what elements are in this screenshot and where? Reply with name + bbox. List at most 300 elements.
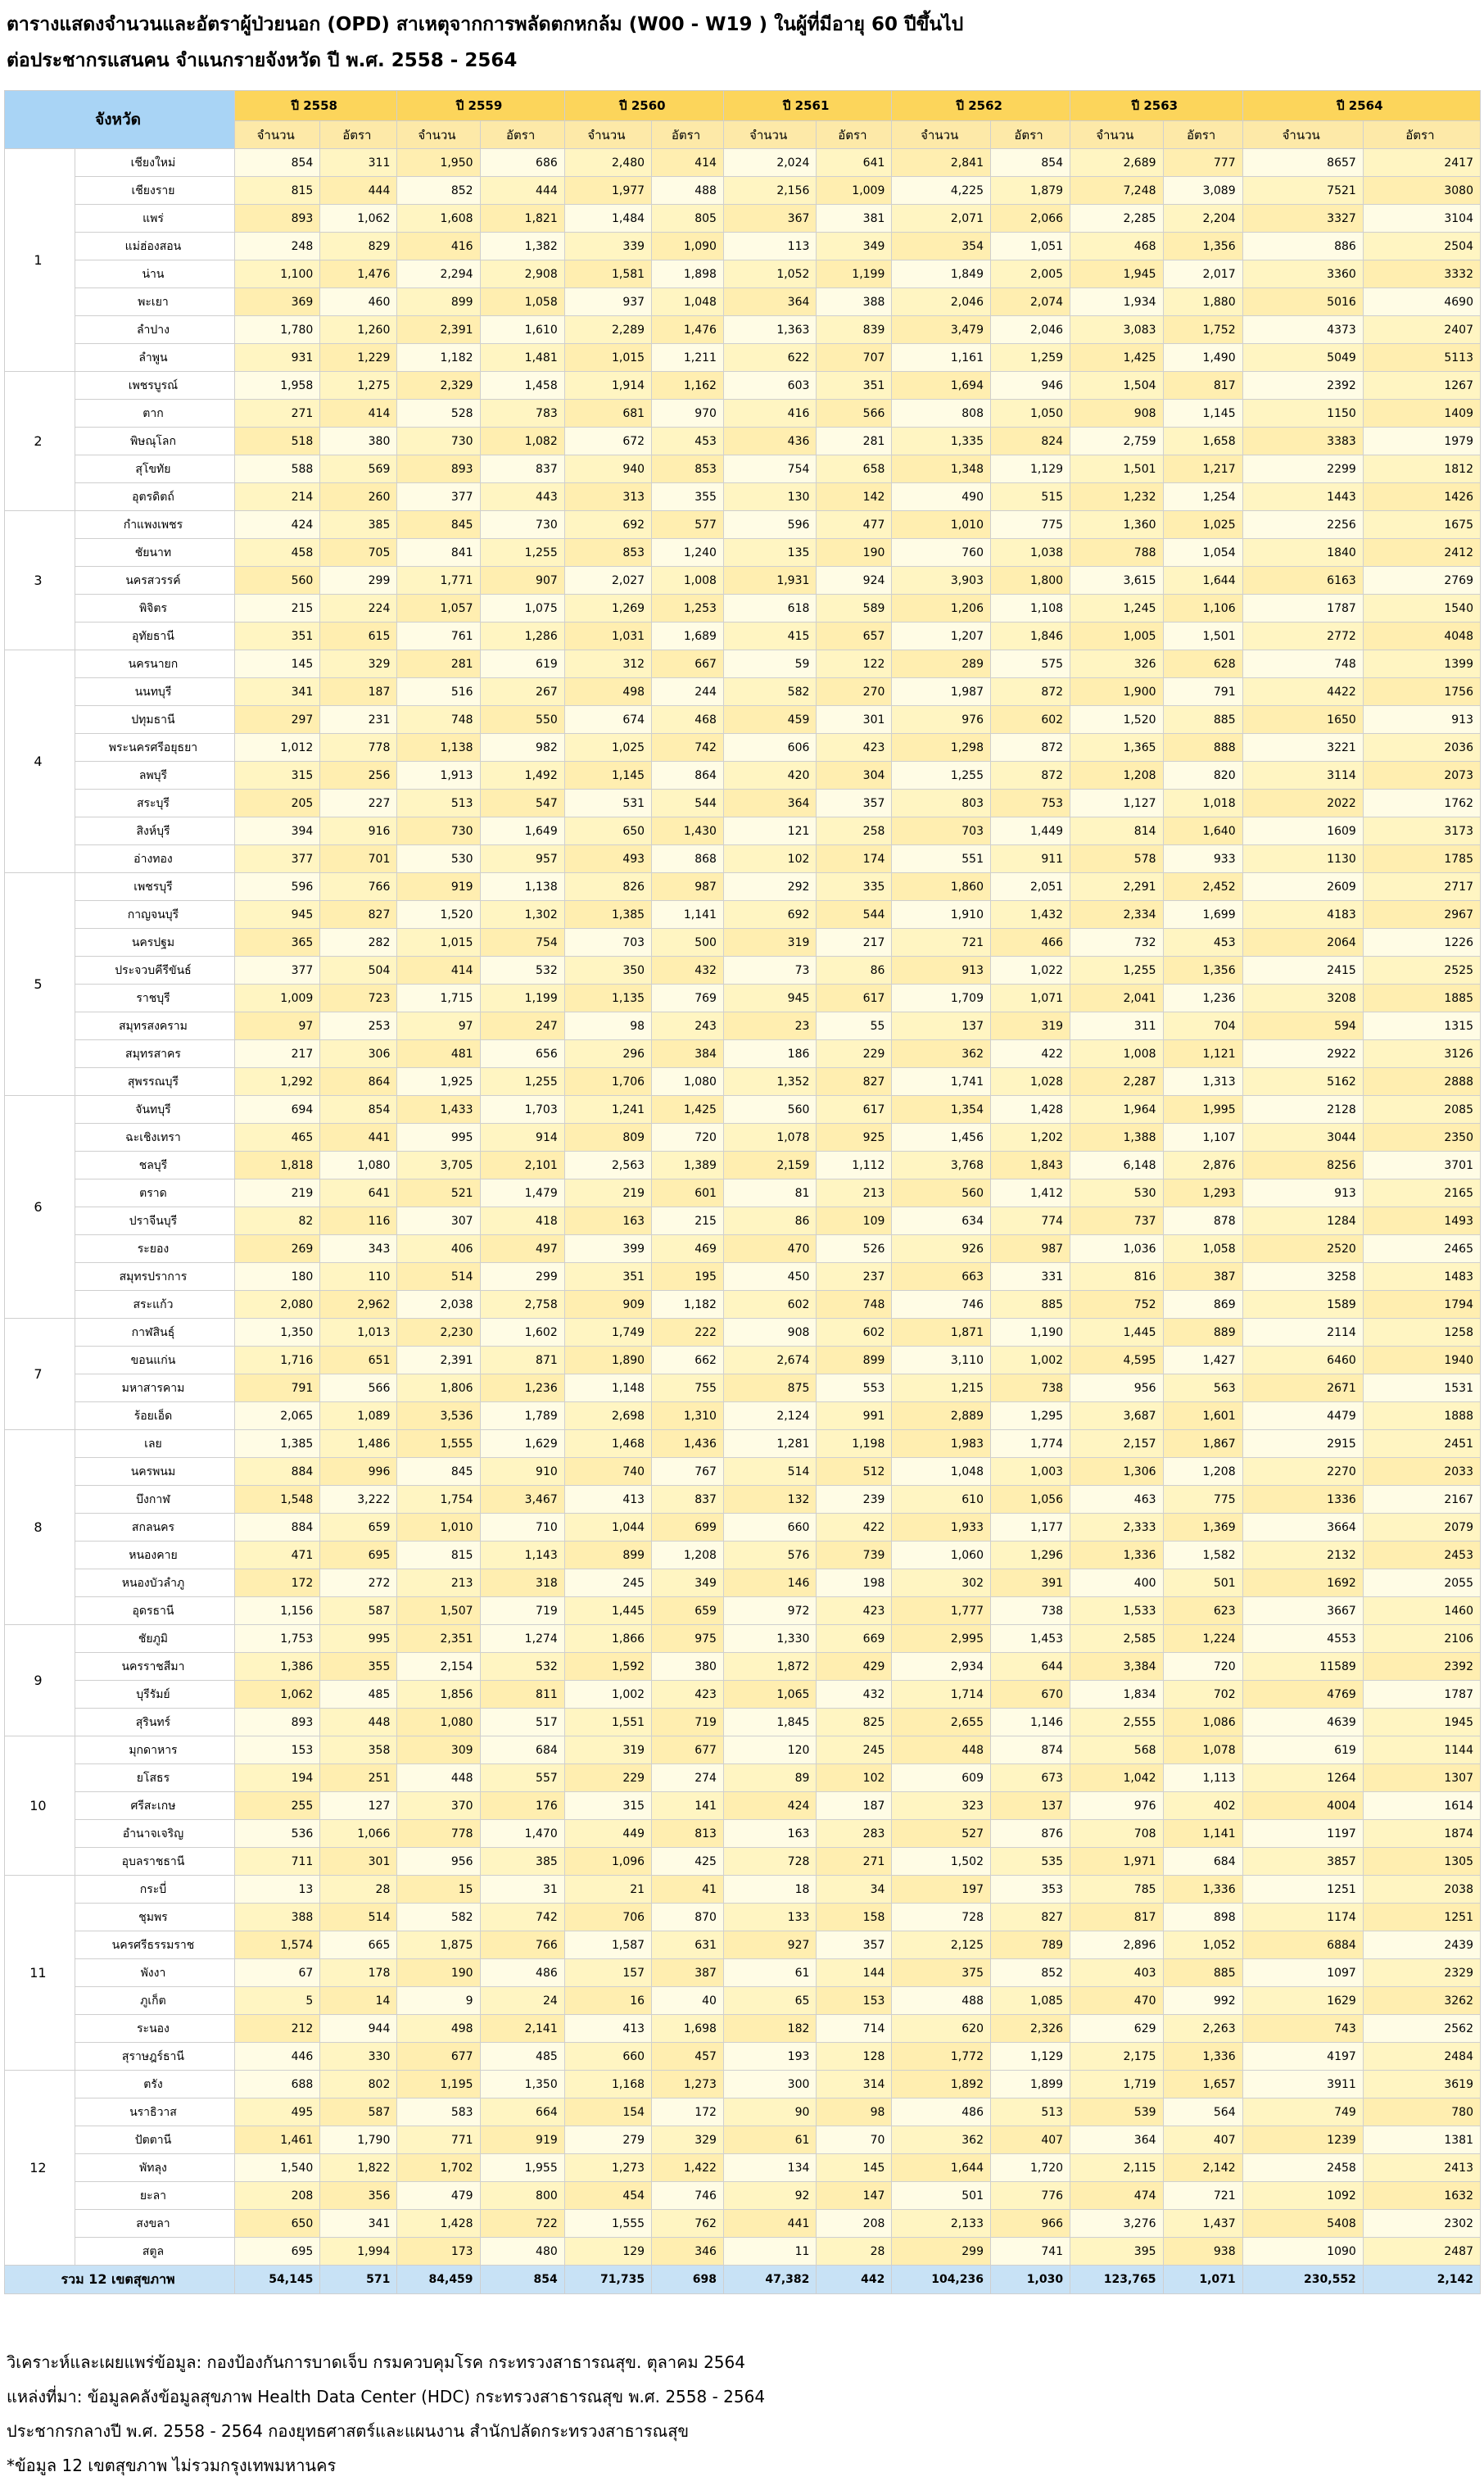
count-cell: 1,044 [564,1514,651,1542]
rate-cell: 1,066 [320,1820,397,1848]
rate-cell: 1,336 [1163,2043,1242,2071]
count-cell: 97 [235,1012,320,1040]
count-cell: 2,065 [235,1402,320,1430]
count-cell: 1,933 [892,1514,991,1542]
table-row [5,1124,1481,1152]
rate-cell: 512 [817,1458,892,1486]
table-row [5,1848,1481,1876]
rate-cell: 304 [817,762,892,790]
rate-cell: 1,428 [990,1096,1070,1124]
count-cell: 1,714 [892,1681,991,1709]
rate-cell: 970 [652,400,724,428]
count-cell: 3857 [1242,1848,1363,1876]
count-cell: 1,255 [892,762,991,790]
rate-cell: 335 [817,873,892,901]
count-cell: 5162 [1242,1068,1363,1096]
rate-cell: 349 [652,1569,724,1597]
rate-cell: 24 [480,1987,564,2015]
count-cell: 1092 [1242,2182,1363,2210]
count-cell: 212 [235,2015,320,2043]
rate-cell: 244 [652,678,724,706]
count-cell: 854 [235,149,320,177]
rate-cell: 407 [990,2126,1070,2154]
rate-cell: 667 [652,650,724,678]
rate-cell: 615 [320,623,397,650]
total-count-cell: 84,459 [397,2266,480,2294]
count-cell: 1150 [1242,400,1363,428]
rate-cell: 3080 [1363,177,1480,205]
count-cell: 516 [397,678,480,706]
table-row [5,873,1481,901]
count-cell: 1,502 [892,1848,991,1876]
rate-cell: 3619 [1363,2071,1480,2098]
rate-cell: 444 [480,177,564,205]
rate-cell: 429 [817,1653,892,1681]
rate-header: อัตรา [990,121,1070,149]
count-cell: 1090 [1242,2238,1363,2266]
rate-cell: 1,649 [480,817,564,845]
rate-cell: 331 [990,1263,1070,1291]
count-cell: 134 [723,2154,816,2182]
count-cell: 6163 [1242,567,1363,595]
rate-cell: 1,048 [652,288,724,316]
province-name: ยะลา [75,2182,234,2210]
count-cell: 365 [235,929,320,957]
rate-cell: 1,113 [1163,1764,1242,1792]
rate-cell: 1381 [1363,2126,1480,2154]
count-cell: 2458 [1242,2154,1363,2182]
rate-cell: 874 [990,1736,1070,1764]
rate-cell: 2,758 [480,1291,564,1319]
rate-cell: 563 [1163,1374,1242,1402]
count-cell: 761 [397,623,480,650]
rate-cell: 1,425 [652,1096,724,1124]
count-cell: 362 [892,2126,991,2154]
rate-cell: 1,002 [990,1347,1070,1374]
count-cell: 61 [723,2126,816,2154]
table-row [5,511,1481,539]
count-cell: 3,276 [1070,2210,1163,2238]
province-name: เชียงใหม่ [75,149,234,177]
table-row [5,1569,1481,1597]
count-cell: 7,248 [1070,177,1163,205]
table-row [5,2098,1481,2126]
rate-cell: 553 [817,1374,892,1402]
rate-cell: 1540 [1363,595,1480,623]
rate-cell: 2465 [1363,1235,1480,1263]
count-cell: 2922 [1242,1040,1363,1068]
count-cell: 748 [397,706,480,734]
rate-cell: 1,629 [480,1430,564,1458]
rate-cell: 673 [990,1764,1070,1792]
count-cell: 703 [892,817,991,845]
rate-cell: 1,821 [480,205,564,233]
rate-cell: 1632 [1363,2182,1480,2210]
rate-cell: 686 [480,149,564,177]
count-cell: 1,060 [892,1542,991,1569]
count-cell: 182 [723,2015,816,2043]
rate-cell: 423 [652,1681,724,1709]
rate-cell: 899 [817,1347,892,1374]
count-cell: 5016 [1242,288,1363,316]
count-cell: 470 [723,1235,816,1263]
rate-cell: 222 [652,1319,724,1347]
count-cell: 1,207 [892,623,991,650]
count-cell: 660 [564,2043,651,2071]
table-row [5,1179,1481,1207]
count-cell: 1,890 [564,1347,651,1374]
rate-cell: 532 [480,957,564,985]
rate-cell: 1,198 [817,1430,892,1458]
count-cell: 163 [723,1820,816,1848]
rate-cell: 619 [480,650,564,678]
total-count-cell: 230,552 [1242,2266,1363,2294]
table-row [5,1207,1481,1235]
count-header: จำนวน [235,121,320,149]
count-cell: 663 [892,1263,991,1291]
rate-cell: 805 [652,205,724,233]
rate-cell: 1,141 [1163,1820,1242,1848]
table-row [5,1876,1481,1904]
count-cell: 518 [235,428,320,455]
count-cell: 350 [564,957,651,985]
rate-cell: 2167 [1363,1486,1480,1514]
rate-cell: 987 [652,873,724,901]
rate-cell: 827 [320,901,397,929]
rate-cell: 876 [990,1820,1070,1848]
count-cell: 495 [235,2098,320,2126]
count-cell: 1,484 [564,205,651,233]
count-cell: 815 [397,1542,480,1569]
rate-cell: 1315 [1363,1012,1480,1040]
rate-cell: 780 [1363,2098,1480,2126]
rate-cell: 1531 [1363,1374,1480,1402]
count-cell: 1264 [1242,1764,1363,1792]
rate-cell: 137 [990,1792,1070,1820]
count-cell: 1097 [1242,1959,1363,1987]
rate-cell: 2,263 [1163,2015,1242,2043]
rate-cell: 1,880 [1163,288,1242,316]
rate-cell: 2,141 [480,2015,564,2043]
count-cell: 672 [564,428,651,455]
count-cell: 908 [1070,400,1163,428]
rate-cell: 1,217 [1163,455,1242,483]
rate-cell: 1,121 [1163,1040,1242,1068]
count-cell: 2609 [1242,873,1363,901]
table-row [5,316,1481,344]
rate-cell: 40 [652,1987,724,2015]
rate-cell: 577 [652,511,724,539]
rate-cell: 480 [480,2238,564,2266]
count-cell: 594 [1242,1012,1363,1040]
count-cell: 588 [235,455,320,483]
count-cell: 730 [397,817,480,845]
count-cell: 465 [235,1124,320,1152]
count-cell: 3114 [1242,762,1363,790]
rate-cell: 1,867 [1163,1430,1242,1458]
rate-cell: 924 [817,567,892,595]
count-cell: 1,385 [235,1430,320,1458]
rate-cell: 1,412 [990,1179,1070,1207]
count-cell: 67 [235,1959,320,1987]
table-row [5,901,1481,929]
count-cell: 1,772 [892,2043,991,2071]
rate-cell: 251 [320,1764,397,1792]
table-row [5,1736,1481,1764]
rate-cell: 457 [652,2043,724,2071]
table-row [5,1904,1481,1931]
total-rate-cell: 442 [817,2266,892,2294]
count-cell: 2,080 [235,1291,320,1319]
rate-cell: 1,199 [817,260,892,288]
rate-cell: 384 [652,1040,724,1068]
count-cell: 568 [1070,1736,1163,1764]
province-name: แพร่ [75,205,234,233]
rate-cell: 544 [652,790,724,817]
table-row [5,344,1481,372]
rate-cell: 353 [990,1876,1070,1904]
rate-cell: 1,389 [652,1152,724,1179]
table-header [5,91,1481,149]
province-name: กาฬสินธุ์ [75,1319,234,1347]
count-cell: 2,046 [892,288,991,316]
rate-cell: 1,236 [480,1374,564,1402]
count-cell: 197 [892,1876,991,1904]
rate-cell: 1,658 [1163,428,1242,455]
rate-cell: 916 [320,817,397,845]
rate-cell: 2085 [1363,1096,1480,1124]
rate-header: อัตรา [320,121,397,149]
count-cell: 1,352 [723,1068,816,1096]
count-cell: 530 [397,845,480,873]
count-cell: 490 [892,483,991,511]
count-cell: 11589 [1242,1653,1363,1681]
count-cell: 926 [892,1235,991,1263]
count-cell: 528 [397,400,480,428]
count-cell: 1,694 [892,372,991,400]
rate-cell: 2,452 [1163,873,1242,901]
rate-cell: 1,162 [652,372,724,400]
rate-cell: 2453 [1363,1542,1480,1569]
rate-cell: 659 [320,1514,397,1542]
rate-cell: 98 [817,2098,892,2126]
total-count-cell: 54,145 [235,2266,320,2294]
rate-cell: 628 [1163,650,1242,678]
province-name: ร้อยเอ็ด [75,1402,234,1430]
count-cell: 2,329 [397,372,480,400]
count-cell: 474 [1070,2182,1163,2210]
rate-cell: 517 [480,1709,564,1736]
total-count-cell: 123,765 [1070,2266,1163,2294]
count-cell: 1,971 [1070,1848,1163,1876]
count-cell: 4769 [1242,1681,1363,1709]
province-name: นครสวรรค์ [75,567,234,595]
province-name: นครปฐม [75,929,234,957]
rate-cell: 1,058 [1163,1235,1242,1263]
rate-cell: 817 [1163,372,1242,400]
count-cell: 809 [564,1124,651,1152]
rate-cell: 870 [652,1904,724,1931]
rate-cell: 2967 [1363,901,1480,929]
rate-cell: 2413 [1363,2154,1480,2182]
rate-cell: 662 [652,1347,724,1374]
rate-header: อัตรา [1363,121,1480,149]
rate-cell: 1,236 [1163,985,1242,1012]
count-cell: 1,365 [1070,734,1163,762]
province-name: สระแก้ว [75,1291,234,1319]
count-cell: 5 [235,1987,320,2015]
count-cell: 737 [1070,1207,1163,1235]
rate-cell: 2439 [1363,1931,1480,1959]
rate-cell: 982 [480,734,564,762]
count-cell: 8657 [1242,149,1363,177]
rate-cell: 872 [990,678,1070,706]
table-row [5,1068,1481,1096]
rate-cell: 1,075 [480,595,564,623]
table-row [5,650,1481,678]
rate-cell: 453 [652,428,724,455]
rate-cell: 1,008 [652,567,724,595]
count-cell: 1,834 [1070,1681,1163,1709]
count-cell: 927 [723,1931,816,1959]
count-cell: 2,038 [397,1291,480,1319]
count-cell: 59 [723,650,816,678]
rate-cell: 769 [652,985,724,1012]
count-cell: 186 [723,1040,816,1068]
count-cell: 1,533 [1070,1597,1163,1625]
rate-cell: 256 [320,762,397,790]
rate-cell: 1,211 [652,344,724,372]
rate-cell: 1,143 [480,1542,564,1569]
rate-cell: 2525 [1363,957,1480,985]
count-cell: 193 [723,2043,816,2071]
count-cell: 1,871 [892,1319,991,1347]
count-cell: 602 [723,1291,816,1319]
table-row [5,623,1481,650]
count-cell: 2,333 [1070,1514,1163,1542]
rate-cell: 944 [320,2015,397,2043]
rate-cell: 237 [817,1263,892,1291]
count-cell: 1,386 [235,1653,320,1681]
rate-cell: 762 [652,2210,724,2238]
rate-cell: 1945 [1363,1709,1480,1736]
province-name: แม่ฮ่องสอน [75,233,234,260]
count-cell: 3258 [1242,1263,1363,1291]
count-cell: 1,138 [397,734,480,762]
rate-cell: 1483 [1363,1263,1480,1291]
rate-cell: 1,302 [480,901,564,929]
count-cell: 471 [235,1542,320,1569]
table-row [5,1625,1481,1653]
rate-cell: 4048 [1363,623,1480,650]
count-cell: 3,479 [892,316,991,344]
count-cell: 208 [235,2182,320,2210]
count-cell: 377 [235,845,320,873]
count-cell: 1,354 [892,1096,991,1124]
count-cell: 219 [235,1179,320,1207]
rate-cell: 1,789 [480,1402,564,1430]
table-row [5,1263,1481,1291]
rate-cell: 1,082 [480,428,564,455]
count-cell: 113 [723,233,816,260]
count-cell: 394 [235,817,320,845]
count-cell: 1,350 [235,1319,320,1347]
count-cell: 931 [235,344,320,372]
rate-cell: 746 [652,2182,724,2210]
rate-cell: 142 [817,483,892,511]
count-cell: 92 [723,2182,816,2210]
count-cell: 531 [564,790,651,817]
count-cell: 1,548 [235,1486,320,1514]
count-cell: 513 [397,790,480,817]
count-cell: 312 [564,650,651,678]
rate-cell: 31 [480,1876,564,1904]
rate-cell: 1,056 [990,1486,1070,1514]
count-cell: 1,719 [1070,2071,1163,2098]
rate-cell: 2417 [1363,149,1480,177]
count-cell: 622 [723,344,816,372]
count-cell: 18 [723,1876,816,1904]
rate-cell: 721 [1163,2182,1242,2210]
rate-cell: 2484 [1363,2043,1480,2071]
rate-cell: 1,275 [320,372,397,400]
table-row [5,1458,1481,1486]
count-cell: 2,287 [1070,1068,1163,1096]
count-cell: 815 [235,177,320,205]
rate-cell: 414 [320,400,397,428]
count-cell: 3,687 [1070,1402,1163,1430]
table-title: ตารางแสดงจำนวนและอัตราผู้ป่วยนอก (OPD) สาเหตุจากการพลัดตกหกล้ม (W00 - W19 ) ในผู้ที่มีอายุ 60 ปีขึ้นไป [7,14,964,35]
count-cell: 16 [564,1987,651,2015]
count-cell: 1,716 [235,1347,320,1374]
province-name: ชุมพร [75,1904,234,1931]
rate-cell: 1756 [1363,678,1480,706]
rate-cell: 1,458 [480,372,564,400]
rate-cell: 423 [817,734,892,762]
count-cell: 814 [1070,817,1163,845]
rate-cell: 271 [817,1848,892,1876]
note-population: ประชากรกลางปี พ.ศ. 2558 - 2564 กองยุทธศาสตร์และแผนงาน สำนักปลัดกระทรวงสาธารณสุข [7,2421,690,2441]
rate-cell: 515 [990,483,1070,511]
count-cell: 1629 [1242,1987,1363,2015]
count-cell: 1,281 [723,1430,816,1458]
count-cell: 940 [564,455,651,483]
province-name: ประจวบคีรีขันธ์ [75,957,234,985]
count-cell: 413 [564,1486,651,1514]
rate-cell: 267 [480,678,564,706]
table-row [5,1096,1481,1124]
rate-cell: 623 [1163,1597,1242,1625]
count-cell: 3,615 [1070,567,1163,595]
rate-cell: 2033 [1363,1458,1480,1486]
count-cell: 319 [723,929,816,957]
count-cell: 785 [1070,1876,1163,1904]
count-cell: 132 [723,1486,816,1514]
rate-cell: 644 [990,1653,1070,1681]
count-cell: 2,124 [723,1402,816,1430]
count-cell: 629 [1070,2015,1163,2043]
rate-header: อัตรา [652,121,724,149]
count-cell: 681 [564,400,651,428]
count-cell: 400 [1070,1569,1163,1597]
count-cell: 2,133 [892,2210,991,2238]
count-cell: 219 [564,1179,651,1207]
count-cell: 1,292 [235,1068,320,1096]
count-cell: 370 [397,1792,480,1820]
rate-cell: 2,046 [990,316,1070,344]
count-cell: 269 [235,1235,320,1263]
rate-cell: 664 [480,2098,564,2126]
